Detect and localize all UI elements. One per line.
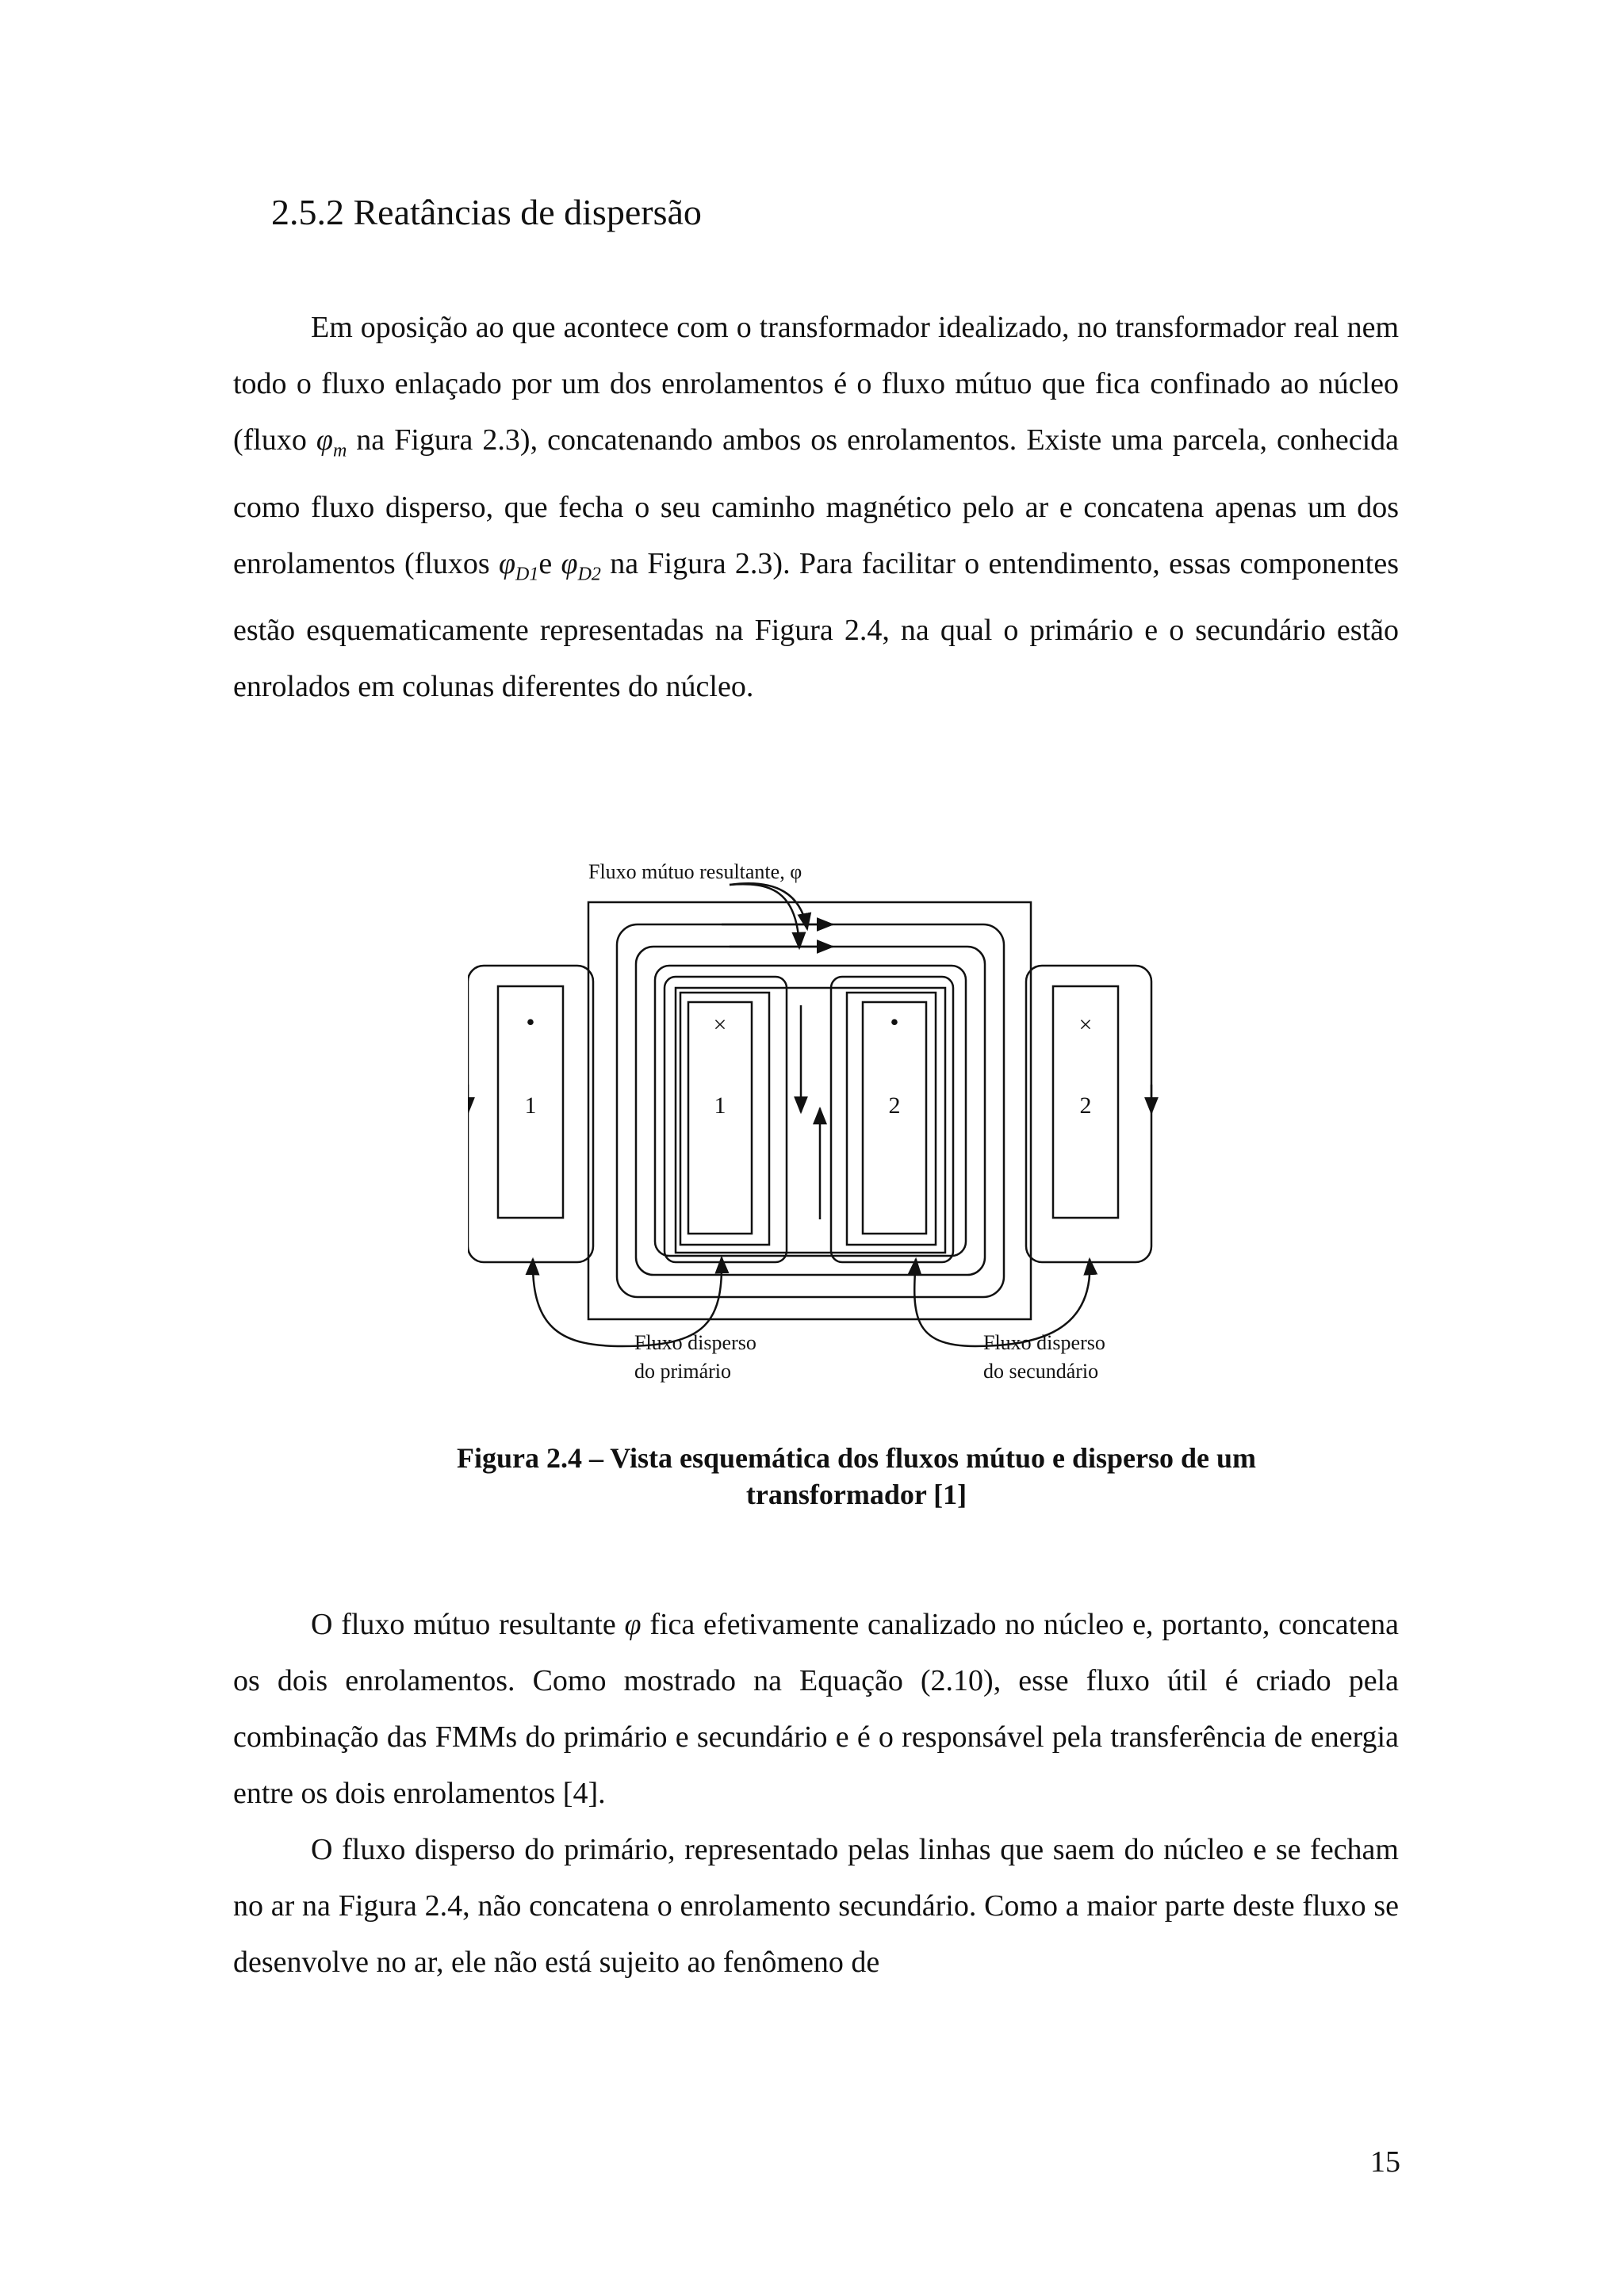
coil-left-inner-cross: ×	[713, 1012, 727, 1038]
paragraph-3: O fluxo disperso do primário, representado pelas linhas que saem do núcleo e se fecham no ar na Figura 2.4, não concatena o enrolamento secundário. Como a maior parte deste fluxo se desenvolve no ar, ele não está sujeito ao fenômeno de	[233, 1833, 1399, 1979]
transformer-flux-diagram	[468, 847, 1269, 1402]
paragraph-2-text-a: O fluxo mútuo resultante	[311, 1608, 625, 1641]
coil-right-inner-number: 2	[888, 1093, 901, 1119]
coil-right-outer-cross: ×	[1078, 1012, 1093, 1038]
secondary-leakage-label-line1: Fluxo disperso	[983, 1331, 1105, 1354]
mutual-flux-loop-inner	[655, 966, 966, 1256]
section-heading: 2.5.2 Reatâncias de dispersão	[271, 192, 702, 232]
mutual-flux-label: Fluxo mútuo resultante, φ	[588, 860, 802, 883]
phi-d1-symbol: $\varphi_{D1}$	[498, 546, 539, 585]
phi-m-symbol: $\varphi_m$	[316, 423, 347, 461]
primary-leakage-label-line1: Fluxo disperso	[634, 1331, 756, 1354]
phi-d2-symbol: $\varphi_{D2}$	[561, 546, 601, 585]
paragraph-1-text-d: na Figura 2.3). Para facilitar o entendimento, essas componentes estão esquematicamente representadas na Figura 2.4, na qual o primário e o secundário estão enrolados em colunas diferentes do núcleo.	[233, 546, 1399, 704]
figure-caption	[301, 1440, 1411, 1513]
paragraph-2	[233, 1597, 1399, 1822]
coil-left-outer-dot: •	[526, 1008, 535, 1036]
figure-caption-line-2: transformador [1]	[745, 1479, 967, 1510]
coil-right-inner-dot: •	[890, 1008, 899, 1036]
transformer-flux-figure	[468, 847, 1269, 1402]
paragraph-1-text-c: e	[538, 546, 561, 580]
paragraph-1	[233, 300, 1399, 715]
coil-left-outer-number: 1	[524, 1093, 537, 1119]
secondary-leakage-label-line2: do secundário	[983, 1360, 1099, 1383]
paragraph-1-text-a: Em oposição ao que acontece com o transformador idealizado, no transformador real nem todo o fluxo enlaçado por um dos enrolamentos é o fluxo mútuo que fica confinado ao núcleo (fluxo	[233, 311, 1399, 457]
primary-leakage-label-line2: do primário	[634, 1360, 732, 1383]
page-number: 15	[1370, 2145, 1400, 2179]
paragraph-1-text-b: na Figura 2.3), concatenando ambos os enrolamentos. Existe uma parcela, conhecida como fluxo disperso, que fecha o seu caminho magnético pelo ar e concatena apenas um dos enrolamentos (fluxos	[233, 423, 1399, 580]
coil-left-inner-number: 1	[714, 1093, 726, 1119]
phi-symbol: φ	[624, 1608, 642, 1641]
paragraph-2-text-b: fica efetivamente canalizado no núcleo e, portanto, concatena os dois enrolamentos. Como mostrado na Equação (2.10), esse fluxo útil é criado pela combinação das FMMs do primário e secundário e é o responsável pela transferência de energia entre os dois enrolamentos [4].	[233, 1608, 1399, 1810]
figure-caption-line-1: Figura 2.4 – Vista esquemática dos fluxos mútuo e disperso de um	[456, 1442, 1257, 1474]
coil-right-outer-number: 2	[1079, 1093, 1092, 1119]
